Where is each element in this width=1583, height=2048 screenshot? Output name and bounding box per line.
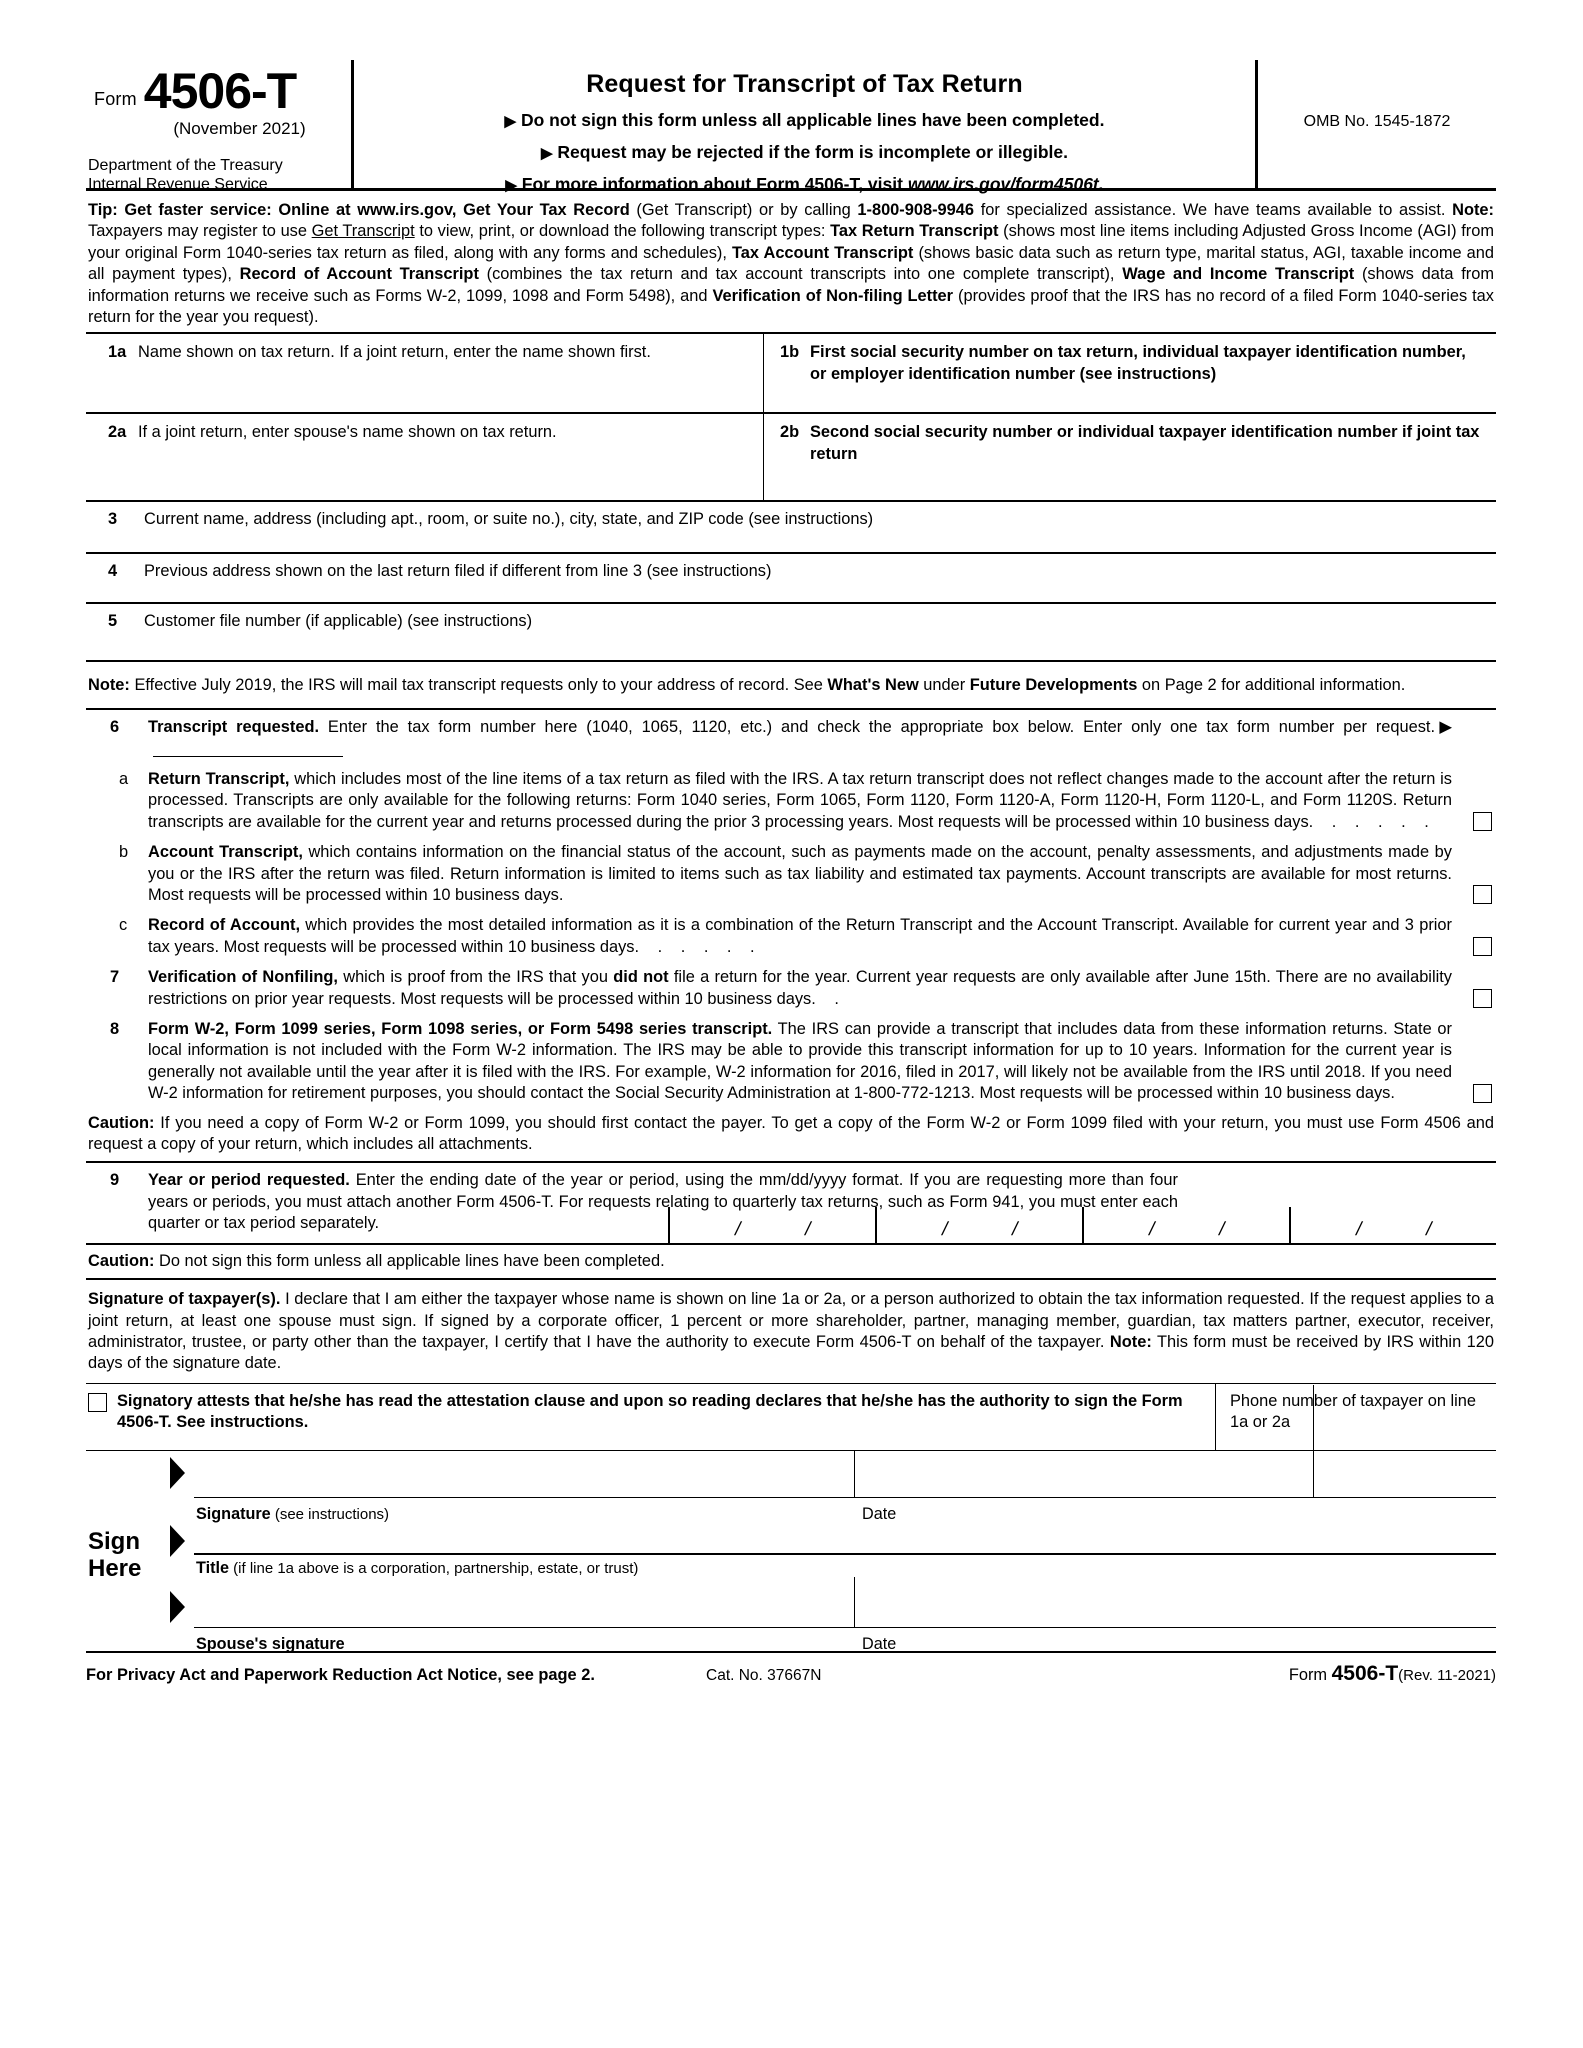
field-2b-label-wrap	[780, 422, 1486, 465]
form-word-label: Form	[94, 88, 137, 109]
field-5-label-wrap	[108, 611, 1486, 632]
item-7	[86, 960, 1496, 1012]
footer-form-identity	[1006, 1662, 1496, 1686]
caution-w2-copy	[86, 1107, 1496, 1164]
signature-rows	[194, 1451, 1496, 1651]
spouse-signature-row	[194, 1577, 1496, 1651]
item-b-body	[148, 842, 1456, 906]
arrow-icon: ▶	[505, 177, 517, 194]
arrow-icon: ▶	[1435, 718, 1452, 737]
sign-here-line-1: Sign	[88, 1527, 140, 1555]
item-7-number: 7	[110, 968, 120, 987]
line-number-5: 5	[108, 612, 118, 631]
item-b-checkbox-col	[1456, 842, 1496, 906]
item-b-bold-label: Account Transcript,	[148, 843, 303, 862]
signature-para-label: Signature of taxpayer(s).	[88, 1290, 281, 1309]
irs-form-url[interactable]: www.irs.gov/form4506t.	[907, 174, 1104, 194]
date-slash: /	[1353, 1218, 1364, 1240]
item-a-checkbox-col	[1456, 769, 1496, 833]
form-number-line	[86, 63, 351, 119]
field-3-label: Current name, address (including apt., room, or suite no.), city, state, and ZIP code (see instructions)	[144, 510, 874, 529]
title-row	[194, 1523, 1496, 1577]
date-box-1[interactable]	[668, 1207, 875, 1245]
item-9	[86, 1163, 1496, 1242]
phone-number-label: Phone number of taxpayer on line 1a or 2a	[1230, 1391, 1477, 1432]
catalog-number: Cat. No. 37667N	[706, 1666, 822, 1684]
form-page	[86, 60, 1496, 1686]
item-a-leader-dots: . . . . . .	[1308, 812, 1436, 831]
item-8	[86, 1012, 1496, 1107]
header-bullet-2	[354, 142, 1255, 163]
field-1b-label: First social security number on tax return, individual taxpayer identification number, or employer identification number (see instructions)	[810, 343, 1466, 383]
date-slash: /	[732, 1218, 743, 1240]
line-number-2b: 2b	[780, 423, 800, 442]
item-7-bold-did-not: did not	[613, 968, 669, 987]
attestation-row	[86, 1383, 1496, 1450]
header-bullet-3-text: For more information about Form 4506-T, visit	[521, 174, 908, 194]
item-9-text: Enter the ending date of the year or period, using the mm/dd/yyyy format. If you are requesting more than four years or periods, you must attach another Form 4506-T. For requests relating to quarterly tax returns, such as Form 941, you must enter each quarter or tax period separately.	[148, 1171, 1178, 1233]
tip-text-8: (combines the tax return and tax account transcripts into one complete transcript),	[478, 265, 1123, 284]
item-6-text: Enter the tax form number here (1040, 1065, 1120, etc.) and check the appropriate box below. Enter only one tax form number per request.	[319, 718, 1436, 737]
field-2a[interactable]	[86, 414, 764, 500]
item-a-body	[148, 769, 1456, 833]
item-b-leader-dots: .	[558, 885, 571, 904]
item-b-text: which contains information on the financial status of the account, such as payments made on the account, penalty assessments, and adjustments made by you or the IRS after the return was filed. Return information is limited to items such as tax liability and estimated tax payments. Account transcripts are available for most returns. Most requests will be processed within 10 business days	[148, 843, 1452, 904]
signature-arrow-icon	[170, 1457, 185, 1489]
spouse-signature-input-line[interactable]	[194, 1627, 1496, 1628]
item-6-body	[148, 717, 1456, 760]
footer-revision: (Rev. 11-2021)	[1398, 1666, 1496, 1684]
tip-phone-number: 1-800-908-9946	[857, 201, 975, 219]
caution-1-label: Caution:	[88, 1113, 155, 1132]
item-b	[86, 835, 1496, 908]
sign-here-label	[88, 1529, 141, 1583]
title-arrow-icon	[170, 1525, 185, 1557]
item-c-leader-dots: . . . . . .	[634, 937, 762, 956]
field-2a-label-wrap	[108, 422, 753, 443]
line-number-4: 4	[108, 562, 118, 581]
checkbox-return-transcript[interactable]	[1473, 812, 1492, 831]
header-bullet-2-text: Request may be rejected if the form is incomplete or illegible.	[557, 142, 1068, 162]
title-caption-bold: Title	[196, 1558, 229, 1577]
signature-caption-rest: (see instructions)	[270, 1505, 390, 1523]
item-c	[86, 908, 1496, 960]
item-7-text-1: which is proof from the IRS that you	[337, 968, 614, 987]
checkbox-record-of-account[interactable]	[1473, 937, 1492, 956]
note-text-1: Effective July 2019, the IRS will mail tax transcript requests only to your address of record. See	[129, 676, 828, 695]
field-4-label-wrap	[108, 561, 1486, 582]
caution-2-text: Do not sign this form unless all applicable lines have been completed.	[154, 1251, 665, 1270]
signature-caption-bold: Signature	[196, 1504, 271, 1523]
caution-1-text: If you need a copy of Form W-2 or Form 1099, you should first contact the payer. To get a copy of the Form W-2 or Form 1099 filed with your return, you must use Form 4506 and request a copy of your return, which includes all attachments.	[88, 1113, 1494, 1153]
item-6-number: 6	[110, 718, 120, 737]
field-2a-label: If a joint return, enter spouse's name shown on tax return.	[138, 423, 557, 442]
tax-form-number-input[interactable]	[153, 756, 343, 757]
line-2-row	[86, 414, 1496, 502]
attestation-cell	[86, 1384, 1216, 1450]
date-box-4[interactable]	[1289, 1207, 1496, 1245]
signature-date-caption	[862, 1505, 896, 1524]
item-b-letter: b	[119, 843, 129, 862]
signature-para-text-1: I declare that I am either the taxpayer whose name is shown on line 1a or 2a, or a person authorized to obtain the tax information requested. If the request applies to a joint return, at least one spouse must sign. If signed by a corporate officer, 1 percent or more shareholder, partner, managing member, guardian, tax matters partner, executor, receiver, administrator, trustee, or party other than the taxpayer, I certify that I have the authority to execute Form 4506-T on behalf of the taxpayer.	[88, 1290, 1494, 1351]
note-bold-whats-new: What's New	[827, 676, 919, 695]
item-a-letter: a	[119, 769, 129, 788]
item-c-text: which provides the most detailed information as it is a combination of the Return Transcript and the Account Transcript. Available for current year and 3 prior tax years. Most requests will be processed within 10 business days	[148, 916, 1452, 956]
item-c-body	[148, 915, 1456, 958]
item-c-checkbox-col	[1456, 915, 1496, 958]
field-1a-label-wrap	[108, 342, 753, 363]
checkbox-signatory-attests[interactable]	[88, 1393, 107, 1412]
item-c-letter: c	[119, 916, 128, 935]
field-2b-label: Second social security number or individual taxpayer identification number if joint tax return	[810, 423, 1480, 463]
field-1a[interactable]	[86, 334, 764, 412]
privacy-act-notice: For Privacy Act and Paperwork Reduction Act Notice, see page 2.	[86, 1665, 595, 1684]
form-footer	[86, 1651, 1496, 1686]
sign-here-block	[86, 1450, 1496, 1651]
spouse-date-caption-text: Date	[862, 1634, 897, 1653]
field-5[interactable]	[86, 604, 1496, 662]
line-1-row	[86, 334, 1496, 414]
field-3[interactable]	[86, 502, 1496, 554]
arrow-icon: ▶	[504, 113, 517, 130]
tip-bold-wage-and-income-transcript: Wage and Income Transcript	[1122, 265, 1355, 284]
signature-para-text-2: This form must be received by IRS within 120 days of the signature date.	[88, 1333, 1495, 1373]
item-8-text: The IRS can provide a transcript that includes data from these information returns. State or local information is not included with the Form W-2 information. The IRS may be able to provide this transcript information for up to 10 years. Information for the current year is generally not available until the year after it is filed with the IRS. For example, W-2 information for 2016, filed in 2017, will likely not be available from the IRS until 2018. If you need W-2 information for retirement purposes, you should contact the Social Security Administration at 1-800-772-1213. Most requests will be processed within 10 business days	[148, 1019, 1452, 1103]
tip-get-transcript-link[interactable]: Get Transcript	[311, 222, 415, 241]
date-slash: /	[1146, 1218, 1157, 1240]
tip-bold-tax-account-transcript: Tax Account Transcript	[732, 243, 914, 262]
attestation-text: Signatory attests that he/she has read the attestation clause and upon so reading declares that he/she has the authority to sign the Form 4506-T. See instructions.	[117, 1391, 1183, 1432]
form-header	[86, 60, 1496, 194]
signature-input-line[interactable]	[194, 1497, 1496, 1498]
field-2b[interactable]	[764, 414, 1496, 500]
form-revision-date: (November 2021)	[173, 118, 306, 138]
item-7-body	[148, 967, 1456, 1010]
title-caption-rest: (if line 1a above is a corporation, partnership, estate, or trust)	[228, 1559, 639, 1577]
item-9-bold-label: Year or period requested.	[148, 1171, 350, 1190]
note-bold-future-developments: Future Developments	[969, 676, 1138, 695]
tip-paragraph	[86, 191, 1496, 334]
item-8-body	[148, 1019, 1456, 1105]
note-paragraph	[86, 662, 1496, 710]
tip-text-6: (shows most line items including Adjusted Gross Income (AGI) from your original Form 1040-series tax return as filed, along with any forms and schedules),	[88, 222, 1495, 262]
department-line: Department of the Treasury	[88, 156, 283, 174]
spouse-signature-caption-text: Spouse's signature	[196, 1634, 345, 1653]
checkbox-verification-of-nonfiling[interactable]	[1473, 989, 1492, 1008]
field-5-label: Customer file number (if applicable) (see instructions)	[144, 612, 533, 631]
page-title: Request for Transcript of Tax Return	[586, 70, 1023, 98]
line-number-1b: 1b	[780, 343, 800, 362]
item-9-number: 9	[110, 1171, 120, 1190]
field-4-label: Previous address shown on the last return filed if different from line 3 (see instructions)	[144, 562, 772, 581]
date-caption-text: Date	[862, 1504, 897, 1523]
phone-number-field[interactable]	[1216, 1384, 1496, 1450]
field-1b[interactable]	[764, 334, 1496, 412]
item-8-bold-label: Form W-2, Form 1099 series, Form 1098 series, or Form 5498 series transcript.	[148, 1019, 773, 1038]
sign-here-line-2: Here	[88, 1554, 142, 1582]
caution-do-not-sign	[86, 1243, 1496, 1280]
tip-text-7: (shows basic data such as return type, marital status, AGI, taxable income and all payment types),	[88, 243, 1495, 284]
agency-line: Internal Revenue Service	[88, 176, 268, 194]
date-slash: /	[1216, 1218, 1227, 1240]
spouse-signature-caption	[196, 1635, 345, 1654]
signature-declaration-paragraph	[86, 1280, 1496, 1383]
title-input-line[interactable]	[194, 1553, 1496, 1555]
header-form-identity	[86, 60, 354, 194]
item-7-checkbox-col	[1456, 967, 1496, 1010]
signature-row	[194, 1451, 1496, 1523]
note-text-2: under	[918, 676, 970, 695]
header-bullet-1	[354, 110, 1255, 131]
header-title-block	[354, 60, 1258, 194]
note-label: Note:	[88, 676, 130, 695]
omb-number: OMB No. 1545-1872	[1303, 113, 1451, 130]
signature-phone-divider	[1313, 1385, 1314, 1497]
header-bullet-3	[354, 174, 1255, 195]
item-7-bold-label: Verification of Nonfiling,	[148, 968, 338, 987]
title-caption	[196, 1559, 638, 1578]
signature-para-note-label: Note:	[1109, 1333, 1152, 1351]
line-number-2a: 2a	[108, 423, 127, 442]
item-8-checkbox-col	[1456, 1019, 1496, 1105]
date-box-3[interactable]	[1082, 1207, 1289, 1245]
footer-form-number: 4506-T	[1331, 1661, 1399, 1685]
field-1b-label-wrap	[780, 342, 1486, 385]
tip-bold-get-your-tax-record: Get Your Tax Record	[463, 201, 630, 219]
tip-text-5: to view, print, or download the following transcript types:	[414, 222, 831, 241]
tip-bold-tax-return-transcript: Tax Return Transcript	[830, 222, 999, 241]
item-6-bold-label: Transcript requested.	[148, 718, 320, 737]
field-4[interactable]	[86, 554, 1496, 604]
arrow-icon: ▶	[541, 145, 553, 162]
date-box-2[interactable]	[875, 1207, 1082, 1245]
date-slash: /	[939, 1218, 950, 1240]
tip-note-label: Note:	[1452, 201, 1495, 219]
field-1a-label: Name shown on tax return. If a joint return, enter the name shown first.	[138, 343, 651, 362]
date-slash: /	[1423, 1218, 1434, 1240]
line-number-1a: 1a	[108, 343, 127, 362]
checkbox-w2-1099-1098-5498[interactable]	[1473, 1084, 1492, 1103]
spouse-date-caption	[862, 1635, 896, 1654]
tip-bold-record-of-account-transcript: Record of Account Transcript	[239, 265, 479, 284]
item-7-leader-dots: . .	[811, 989, 846, 1008]
tip-text-10: (provides proof that the IRS has no record of a filed Form 1040-series tax return for the year you request).	[88, 286, 1494, 327]
item-7-text-2: file a return for the year. Current year requests are only available after June 15th. There are no availability restrictions on prior year requests. Most requests will be processed within 10 business days	[148, 968, 1452, 1008]
line-number-3: 3	[108, 510, 118, 529]
item-8-leader-dots: .	[1390, 1084, 1402, 1103]
spouse-signature-arrow-icon	[170, 1591, 185, 1623]
signature-caption	[196, 1505, 389, 1524]
year-period-date-boxes	[668, 1207, 1496, 1245]
date-slash: /	[802, 1218, 813, 1240]
tip-text-3: for specialized assistance. We have teams available to assist.	[974, 201, 1453, 219]
tip-text-4: Taxpayers may register to use	[88, 222, 312, 241]
caution-2-label: Caution:	[88, 1251, 155, 1270]
footer-form-word: Form	[1288, 1665, 1328, 1684]
item-a-bold-label: Return Transcript,	[148, 769, 290, 788]
header-bullet-1-text: Do not sign this form unless all applicable lines have been completed.	[520, 110, 1105, 130]
checkbox-account-transcript[interactable]	[1473, 885, 1492, 904]
item-a	[86, 762, 1496, 835]
tip-label: Tip:	[88, 201, 118, 219]
tip-text-1: Get faster service: Online at www.irs.gov,	[117, 201, 464, 219]
form-number: 4506-T	[143, 63, 297, 119]
note-text-3: on Page 2 for additional information.	[1137, 676, 1406, 695]
issuing-agency	[86, 156, 351, 195]
signature-date-divider	[854, 1451, 855, 1497]
spouse-date-divider	[854, 1577, 855, 1627]
tip-text-2: (Get Transcript) or by calling	[629, 201, 858, 219]
item-6	[86, 710, 1496, 762]
tip-text-9: (shows data from information returns we receive such as Forms W-2, 1099, 1098 and Form 5498), and	[88, 265, 1494, 305]
item-6-checkbox-spacer	[1456, 717, 1496, 760]
item-8-number: 8	[110, 1019, 120, 1038]
item-a-text: which includes most of the line items of a tax return as filed with the IRS. A tax return transcript does not reflect changes made to the account after the return is processed. Transcripts are only available for the following returns: Form 1040 series, Form 1065, Form 1120, Form 1120-A, Form 1120-H, Form 1120-L, and Form 1120S. Return transcripts are available for the current year and returns processed during the prior 3 processing years. Most requests will be processed within 10 business days	[148, 769, 1453, 831]
item-c-bold-label: Record of Account,	[148, 916, 301, 935]
date-slash: /	[1009, 1218, 1020, 1240]
field-3-label-wrap	[108, 509, 1486, 530]
tip-bold-verification-of-nonfiling: Verification of Non-filing Letter	[712, 286, 954, 305]
